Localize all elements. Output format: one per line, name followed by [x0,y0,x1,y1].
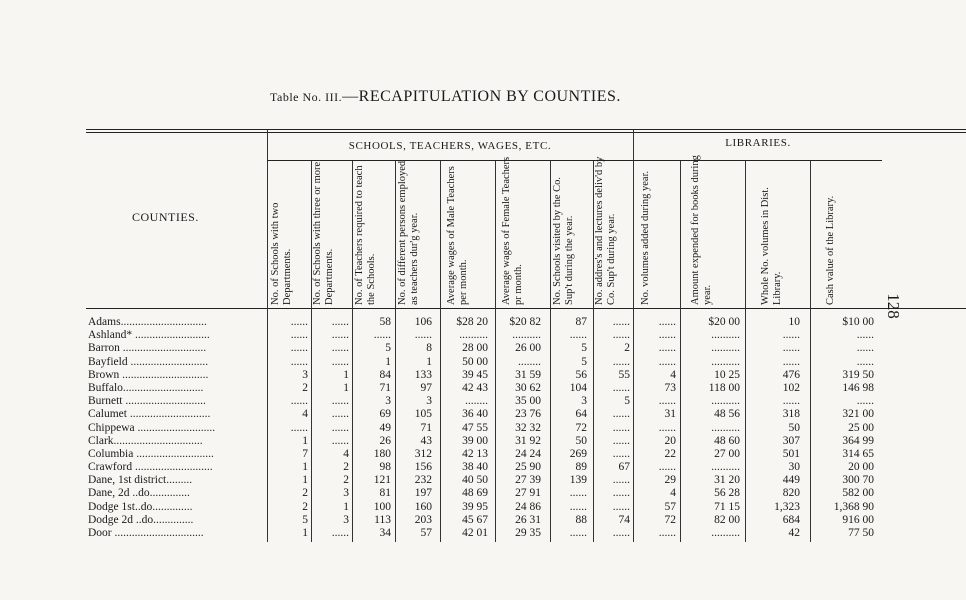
county-name: Dodge 1st..do.............. [88,500,193,513]
table-cell: 38 40 [462,461,488,474]
table-cell: 1 [426,355,432,368]
table-cell: ...... [290,329,308,342]
table-cell: 50 00 [462,355,488,368]
group-header-libraries: LIBRARIES. [725,137,791,149]
table-cell: 133 [414,368,432,381]
table-cell: 81 [379,487,391,500]
table-cell: 582 00 [842,487,874,500]
table-cell: ...... [331,316,349,328]
table-cell: 29 [664,474,676,487]
table-cell: 23 76 [515,408,541,421]
table-cell: 48 60 [714,434,740,447]
table-row [0,316,966,329]
table-cell: ...... [331,434,349,447]
table-cell: ...... [612,527,630,539]
table-cell: 5 [302,513,308,526]
table-cell: ...... [658,527,676,539]
table-cell: 160 [414,500,432,513]
table-cell: ...... [331,395,349,408]
table-row [0,408,966,421]
column-header: No. volumes added during year. [640,170,651,305]
table-cell: 42 01 [462,527,488,539]
table-cell: 364 99 [842,434,874,447]
table-cell: ........ [518,355,541,368]
table-cell: 26 [379,434,391,447]
table-cell: 146 98 [842,381,874,394]
table-cell: 39 00 [462,434,488,447]
table-cell: 55 [618,368,630,381]
table-cell: .......... [711,395,740,408]
table-cell: .......... [711,329,740,342]
table-cell: ...... [612,447,630,460]
county-name: Adams.............................. [88,316,207,328]
table-cell: 30 [788,461,800,474]
table-cell: 1 [302,474,308,487]
table-cell: $20 82 [509,316,541,328]
table-cell: 8 [426,342,432,355]
county-name: Burnett ............................ [88,395,206,408]
county-name: Door ............................... [88,527,204,539]
table-cell: 1 [343,500,349,513]
table-cell: 39 45 [462,368,488,381]
table-cell: 89 [575,461,587,474]
table-cell: 5 [581,342,587,355]
county-name: Columbia ........................... [88,447,214,460]
table-cell: $10 00 [842,316,874,328]
table-cell: ...... [658,395,676,408]
table-cell: 71 [420,421,432,434]
table-cell: 42 13 [462,447,488,460]
table-cell: 35 00 [515,395,541,408]
table-cell: 476 [782,368,800,381]
table-cell: ...... [612,329,630,342]
table-cell: 2 [343,474,349,487]
table-cell: 7 [302,447,308,460]
table-cell: 77 50 [848,527,874,539]
table-cell: .......... [711,461,740,474]
table-cell: 4 [343,447,349,460]
page-number: 128 [883,293,903,319]
table-cell: 73 [664,381,676,394]
table-cell: 102 [782,381,800,394]
table-cell: ...... [373,329,391,342]
table-row [0,527,966,540]
table-cell: 67 [618,461,630,474]
table-cell: 71 [379,381,391,394]
table-cell: ...... [331,355,349,368]
table-cell: 42 43 [462,381,488,394]
table-cell: ...... [658,342,676,355]
table-cell: 684 [782,513,800,526]
table-cell: 319 50 [842,368,874,381]
table-cell: 40 50 [462,474,488,487]
table-cell: 100 [373,500,391,513]
table-cell: 1 [302,434,308,447]
table-cell: 22 [664,447,676,460]
table-cell: 4 [302,408,308,421]
table-row [0,382,966,395]
table-row [0,329,966,342]
table-cell: 64 [575,408,587,421]
column-header: No. of Schools with two Departments. [270,202,293,305]
table-cell: ...... [290,355,308,368]
table-cell: 87 [575,316,587,328]
county-name: Dane, 2d ..do.............. [88,487,190,500]
table-cell: ...... [569,487,587,500]
table-cell: 314 65 [842,447,874,460]
table-body [0,316,966,540]
table-cell: 4 [670,487,676,500]
table-cell: 916 00 [842,513,874,526]
table-cell: 72 [664,513,676,526]
table-cell: ...... [612,500,630,513]
table-cell: 501 [782,447,800,460]
table-cell: 56 [575,368,587,381]
table-cell: ...... [782,342,800,355]
county-name: Ashland* .......................... [88,329,210,342]
table-cell: 3 [426,395,432,408]
table-cell: 3 [343,513,349,526]
table-cell: ...... [612,421,630,434]
table-cell: ...... [612,487,630,500]
table-cell: 27 39 [515,474,541,487]
table-cell: 2 [343,461,349,474]
county-name: Dodge 2d ..do.............. [88,513,194,526]
table-cell: $28 20 [456,316,488,328]
table-cell: 47 55 [462,421,488,434]
table-row [0,474,966,487]
table-cell: 105 [414,408,432,421]
column-header: Whole No. volumes in Dist. Library. [760,187,783,305]
table-cell: 5 [581,355,587,368]
table-cell: 36 40 [462,408,488,421]
table-cell: ...... [782,329,800,342]
table-cell: 27 00 [714,447,740,460]
county-name: Brown .............................. [88,368,209,381]
table-cell: 2 [302,500,308,513]
table-cell: 42 [788,527,800,539]
column-header: Average wages of Female Teachers pr month. [501,156,524,305]
table-cell: ...... [331,342,349,355]
table-cell: ...... [782,355,800,368]
table-row [0,356,966,369]
table-cell: 29 35 [515,527,541,539]
table-cell: 20 [664,434,676,447]
table-cell: ...... [856,329,874,342]
header-bottom-rule [86,308,966,309]
table-title [270,88,621,106]
counties-column-header: COUNTIES. [132,210,199,224]
table-cell: 300 70 [842,474,874,487]
table-cell: 3 [343,487,349,500]
table-row [0,342,966,355]
table-cell: 74 [618,513,630,526]
table-cell: 48 56 [714,408,740,421]
county-name: Barron ............................. [88,342,207,355]
table-cell: .......... [711,527,740,539]
table-cell: 31 59 [515,368,541,381]
table-cell: 88 [575,513,587,526]
table-cell: 31 [664,408,676,421]
table-cell: 4 [670,368,676,381]
column-header: No. of Teachers required to teach the Schools. [354,165,377,305]
table-cell: ...... [569,527,587,539]
table-cell: 97 [420,381,432,394]
table-cell: 106 [414,316,432,328]
table-cell: 50 [575,434,587,447]
table-cell: ...... [331,408,349,421]
table-cell: 2 [302,381,308,394]
table-cell: 321 00 [842,408,874,421]
table-cell: 180 [373,447,391,460]
county-name: Bayfield ........................... [88,355,209,368]
table-row [0,369,966,382]
table-cell: 139 [569,474,587,487]
table-cell: 24 24 [515,447,541,460]
column-header: Average wages of Male Teachers per month. [446,166,469,305]
table-cell: 5 [624,395,630,408]
table-cell: 32 32 [515,421,541,434]
table-cell: .......... [711,421,740,434]
table-cell: ...... [658,355,676,368]
table-row [0,435,966,448]
table-cell: .......... [711,342,740,355]
table-cell: 43 [420,434,432,447]
table-cell: 57 [420,527,432,539]
table-cell: ...... [290,316,308,328]
county-name: Crawford ........................... [88,461,213,474]
table-cell: 48 69 [462,487,488,500]
table-cell: ...... [414,329,432,342]
table-cell: ...... [569,500,587,513]
table-cell: 1 [385,355,391,368]
county-name: Chippewa ........................... [88,421,216,434]
table-cell: 113 [374,513,391,526]
column-header: No. Schools visited by the Co. Sup't during the year. [552,176,575,305]
county-name: Dane, 1st district......... [88,474,193,487]
table-cell: ...... [569,329,587,342]
table-cell: 72 [575,421,587,434]
table-row [0,422,966,435]
table-cell: 25 90 [515,461,541,474]
table-cell: 118 00 [708,381,740,394]
table-cell: 1 [302,527,308,539]
table-cell: ...... [290,421,308,434]
table-cell: 449 [782,474,800,487]
table-cell: 39 95 [462,500,488,513]
table-cell: 31 20 [714,474,740,487]
table-cell: 820 [782,487,800,500]
table-cell: $20 00 [708,316,740,328]
table-cell: ........ [465,395,488,408]
table-cell: 24 86 [515,500,541,513]
column-header: No. of Schools with three or more Departments. [312,161,335,305]
county-name: Buffalo............................ [88,381,204,394]
table-cell: ...... [612,381,630,394]
table-cell: 1 [343,381,349,394]
table-cell: 57 [664,500,676,513]
table-cell: 269 [569,447,587,460]
table-cell: 1,323 [774,500,800,513]
table-cell: 69 [379,408,391,421]
table-cell: 56 28 [714,487,740,500]
table-cell: .......... [711,355,740,368]
table-cell: ...... [612,434,630,447]
table-cell: ...... [658,329,676,342]
table-cell: 307 [782,434,800,447]
table-cell: 82 00 [714,513,740,526]
table-cell: ...... [658,421,676,434]
table-cell: 20 00 [848,461,874,474]
table-cell: ...... [612,408,630,421]
table-cell: 84 [379,368,391,381]
table-cell: ...... [612,474,630,487]
table-cell: 58 [379,316,391,328]
table-cell: 2 [302,487,308,500]
table-cell: 50 [788,421,800,434]
table-cell: 5 [385,342,391,355]
table-cell: 26 00 [515,342,541,355]
table-cell: ...... [658,316,676,328]
table-cell: 2 [624,342,630,355]
table-cell: 27 91 [515,487,541,500]
table-cell: 197 [414,487,432,500]
table-row [0,501,966,514]
table-cell: .......... [512,329,541,342]
table-cell: 1 [343,368,349,381]
table-row [0,448,966,461]
table-cell: 318 [782,408,800,421]
table-title-prefix: Table No. III. [270,90,343,104]
table-row [0,461,966,474]
column-header: Amount expended for books during year. [690,155,713,305]
table-cell: ...... [290,395,308,408]
table-cell: 312 [414,447,432,460]
table-cell: ...... [856,395,874,408]
table-cell: ...... [856,355,874,368]
column-header: No. addres's and lectures deliv'd by Co. Sup't during year. [594,156,617,305]
table-cell: 156 [414,461,432,474]
table-cell: ...... [331,421,349,434]
table-cell: 3 [385,395,391,408]
column-header: Cash value of the Library. [825,195,836,305]
county-name: Calumet ............................ [88,408,211,421]
table-cell: ...... [782,395,800,408]
table-cell: 26 31 [515,513,541,526]
table-cell: ...... [612,355,630,368]
table-cell: 10 [788,316,800,328]
table-cell: ...... [331,329,349,342]
table-cell: 104 [569,381,587,394]
table-cell: 28 00 [462,342,488,355]
table-cell: 25 00 [848,421,874,434]
top-rule-2 [86,132,966,133]
top-rule [86,129,966,130]
table-cell: 1 [302,461,308,474]
group-header-schools: SCHOOLS, TEACHERS, WAGES, ETC. [348,140,552,152]
table-cell: 45 67 [462,513,488,526]
table-cell: 34 [379,527,391,539]
table-cell: 71 15 [714,500,740,513]
table-cell: ...... [658,461,676,474]
table-row [0,395,966,408]
table-cell: 203 [414,513,432,526]
county-name: Clark............................... [88,434,203,447]
table-cell: 30 62 [515,381,541,394]
column-header: No. of different persons employed as teachers dur'g year. [397,160,420,305]
table-cell: 98 [379,461,391,474]
table-cell: 31 92 [515,434,541,447]
table-cell: 3 [302,368,308,381]
table-title-main: —RECAPITULATION BY COUNTIES. [342,88,621,105]
table-cell: 121 [373,474,391,487]
table-cell: ...... [290,342,308,355]
table-cell: 49 [379,421,391,434]
table-cell: 1,368 90 [833,500,874,513]
table-cell: .......... [459,329,488,342]
table-cell: 232 [414,474,432,487]
table-cell: ...... [856,342,874,355]
table-cell: 3 [581,395,587,408]
table-row [0,514,966,527]
table-cell: ...... [331,527,349,539]
table-cell: 10 25 [714,368,740,381]
table-row [0,487,966,500]
table-cell: ...... [612,316,630,328]
